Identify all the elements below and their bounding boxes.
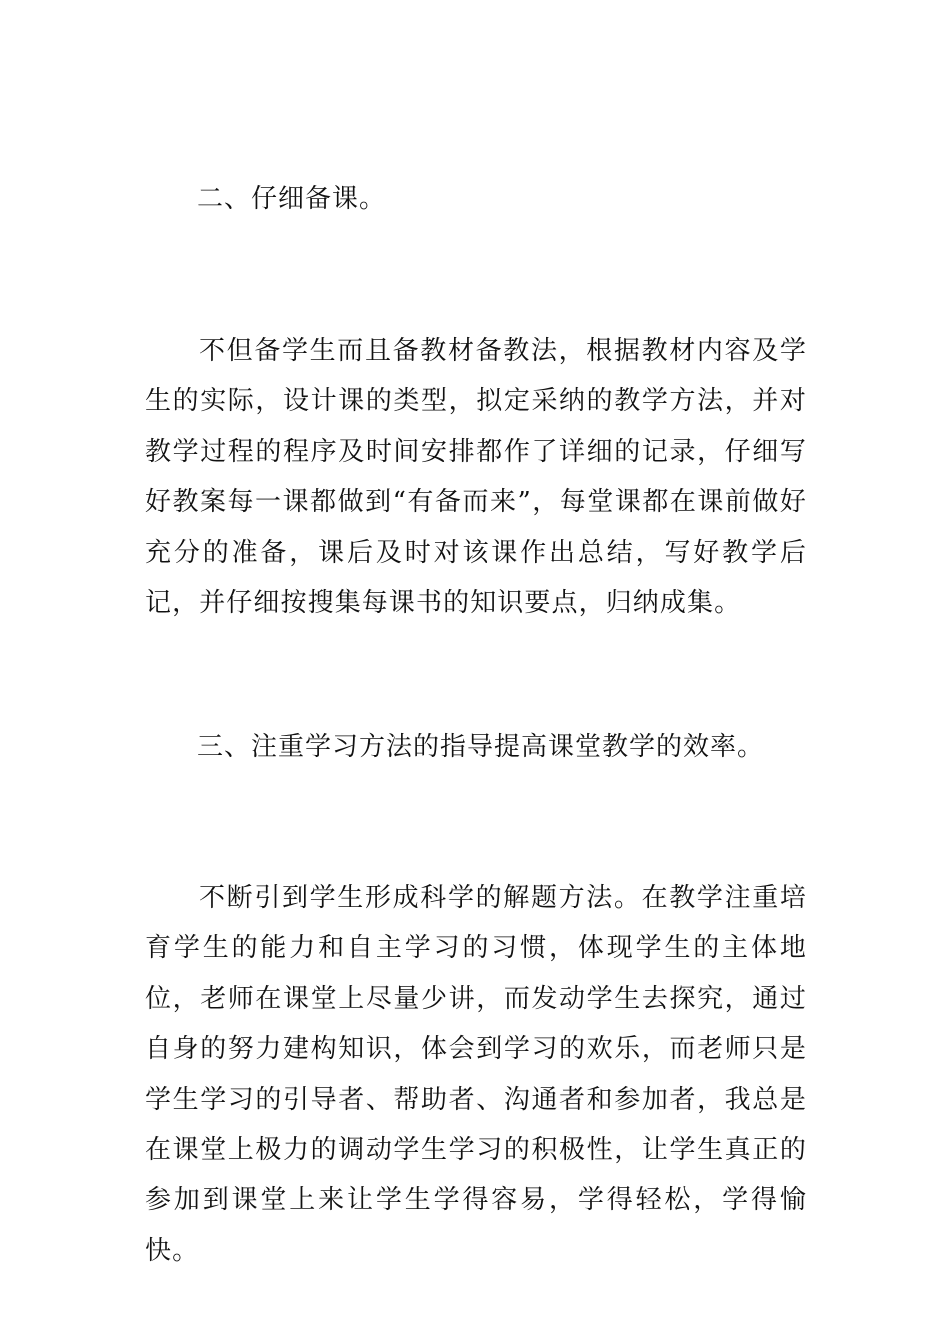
section-heading-3: 三、注重学习方法的指导提高课堂教学的效率。 (197, 732, 765, 762)
section-paragraph-3: 不断引到学生形成科学的解题方法。在教学注重培育学生的能力和自主学习的习惯，体现学生的主体地位，老师在课堂上尽量少讲，而发动学生去探究，通过自身的努力建构知识，体会到学习的欢乐，而老师只是学生学习的引导者、帮助者、沟通者和参加者，我总是在课堂上极力的调动学生学习的积极性，让学生真正的参加到课堂上来让学生学得容易，学得轻松，学得愉快。 (145, 883, 807, 1266)
section-paragraph-2: 不但备学生而且备教材备教法，根据教材内容及学生的实际，设计课的类型，拟定采纳的教学方法，并对教学过程的程序及时间安排都作了详细的记录，仔细写好教案每一课都做到“有备而来”，每堂课都在课前做好充分的准备，课后及时对该课作出总结，写好教学后记，并仔细按搜集每课书的知识要点，归纳成集。 (145, 336, 807, 619)
section-heading-2: 二、仔细备课。 (197, 184, 387, 214)
